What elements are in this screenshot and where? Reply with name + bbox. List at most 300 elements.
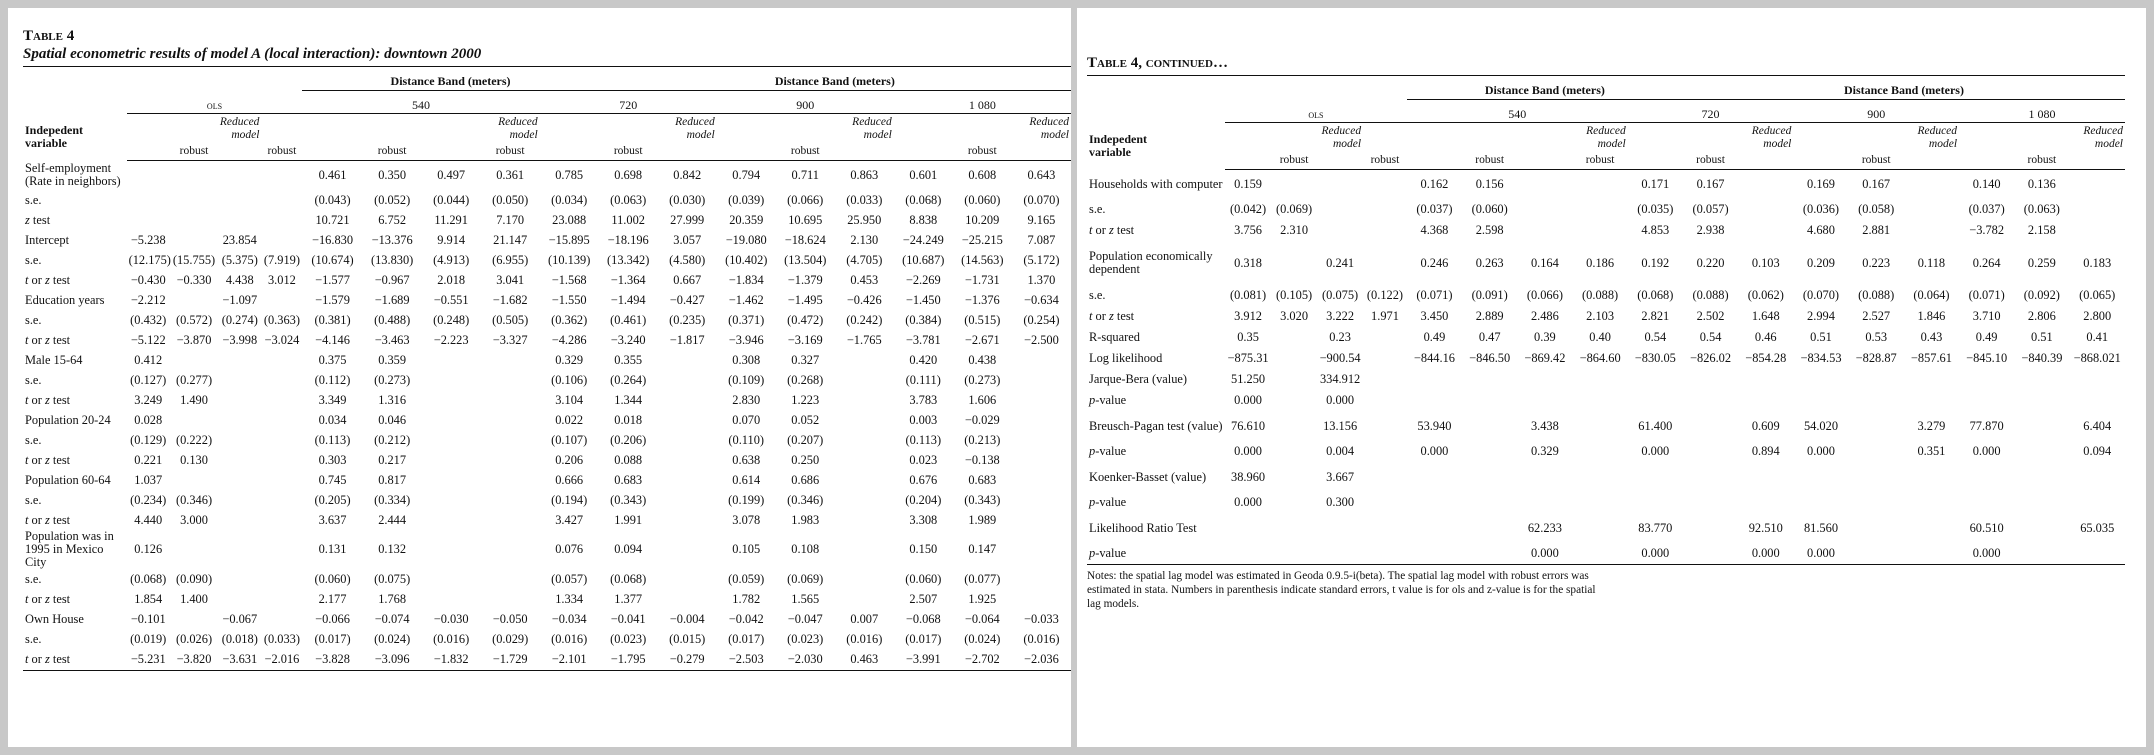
table-cell: (0.068) xyxy=(610,571,647,586)
table-cell: 2.502 xyxy=(1696,309,1725,323)
table-cell xyxy=(1683,369,1738,390)
table-cell: −1.795 xyxy=(599,649,658,671)
table-cell: 0.183 xyxy=(2083,255,2112,270)
table-row xyxy=(23,370,1071,390)
table-cell: (0.016) xyxy=(846,631,883,646)
table-cell: 51.250 xyxy=(1231,372,1266,386)
table-cell: 0.147 xyxy=(968,542,997,556)
table-cell xyxy=(218,510,261,530)
table-cell: 2.130 xyxy=(850,232,879,247)
table-cell xyxy=(1317,513,1363,543)
table-row xyxy=(1087,462,2125,492)
table-cell: (0.277) xyxy=(175,372,213,387)
table-cell: −13.376 xyxy=(371,232,413,247)
table-cell xyxy=(1407,543,1462,565)
reduced-model-header: Reduced model xyxy=(852,115,892,141)
table-cell: −2.671 xyxy=(964,332,1000,347)
table-cell xyxy=(2069,199,2125,220)
table-cell: 0.329 xyxy=(1530,444,1559,458)
table-cell xyxy=(1517,390,1572,411)
table-cell: 11.291 xyxy=(434,212,468,227)
table-row xyxy=(23,210,1071,230)
table-row xyxy=(23,530,1071,569)
reduced-model-header: Reduced model xyxy=(498,115,538,141)
table-cell xyxy=(658,569,717,589)
table-cell: (0.346) xyxy=(787,492,824,507)
table-cell: 0.53 xyxy=(1865,330,1888,344)
table-cell: 1.606 xyxy=(968,392,997,407)
table-cell: −1.568 xyxy=(551,272,587,287)
table-cell: 0.000 xyxy=(1234,495,1263,509)
table-cell xyxy=(1904,513,1959,543)
table-cell: 3.349 xyxy=(318,392,347,407)
table-row xyxy=(23,330,1071,350)
table-cell: 0.103 xyxy=(1751,255,1780,270)
table-cell: −840.39 xyxy=(2021,351,2063,365)
table-cell: −5.122 xyxy=(130,332,166,347)
table-cell: −15.895 xyxy=(548,232,590,247)
table-cell xyxy=(218,210,261,230)
table-cell xyxy=(1628,390,1683,411)
table-cell xyxy=(658,530,717,569)
table-cell: −2.016 xyxy=(261,649,302,671)
ols-header: ols xyxy=(1225,100,1407,123)
table-cell xyxy=(481,589,540,609)
table-cell xyxy=(261,290,302,310)
table-cell: 0.094 xyxy=(614,542,643,556)
table-cell: (0.035) xyxy=(1637,202,1674,216)
table-cell xyxy=(1012,510,1071,530)
table-cell: 0.817 xyxy=(378,472,407,487)
table-cell: 76.610 xyxy=(1231,418,1266,433)
table-cell: (0.105) xyxy=(1276,288,1313,302)
table-cell: 0.461 xyxy=(318,167,347,182)
row-label: t or z test xyxy=(25,452,71,467)
row-label: Self-employment (Rate in neighbors) xyxy=(25,161,121,188)
table-cell xyxy=(422,470,481,490)
table-cell: −869.42 xyxy=(1524,351,1566,365)
table-cell: 6.752 xyxy=(378,212,407,227)
table-cell xyxy=(1793,390,1848,411)
table-cell xyxy=(835,430,894,450)
table-cell xyxy=(422,430,481,450)
row-label: p-value xyxy=(1089,444,1127,458)
table-cell: (0.059) xyxy=(728,571,765,586)
table-cell: −0.066 xyxy=(315,611,350,626)
table-cell: 0.303 xyxy=(318,452,347,467)
table-cell: (0.060) xyxy=(964,192,1001,207)
row-label: Male 15-64 xyxy=(25,352,83,367)
table-cell xyxy=(261,160,302,190)
table-cell xyxy=(835,530,894,569)
table-row xyxy=(1087,390,2125,411)
robust-header: robust xyxy=(776,142,835,161)
table-cell xyxy=(1849,390,1904,411)
table-cell: −1.462 xyxy=(728,292,764,307)
table-cell: −3.820 xyxy=(170,649,218,671)
table-cell xyxy=(1363,241,1407,285)
table-cell: 0.453 xyxy=(850,272,879,287)
row-label: t or z test xyxy=(25,512,71,527)
table-cell: (0.063) xyxy=(610,192,647,207)
table-cell: (0.043) xyxy=(314,192,351,207)
table-cell: (0.488) xyxy=(374,312,411,327)
table-row xyxy=(1087,543,2125,565)
table-cell: (7.919) xyxy=(263,252,300,267)
table-cell xyxy=(422,530,481,569)
table-cell: (0.204) xyxy=(905,492,942,507)
table-cell xyxy=(1517,199,1572,220)
table-cell xyxy=(1517,492,1572,513)
table-cell xyxy=(481,530,540,569)
row-label: s.e. xyxy=(1089,288,1106,302)
table-cell xyxy=(2069,492,2125,513)
table-cell: −1.550 xyxy=(551,292,587,307)
table-cell: 0.259 xyxy=(2027,255,2056,270)
table-cell xyxy=(1683,513,1738,543)
table-cell: 0.351 xyxy=(1917,444,1946,458)
table-cell: 2.830 xyxy=(732,392,761,407)
table-cell xyxy=(422,569,481,589)
table-row xyxy=(23,310,1071,330)
table-cell xyxy=(1363,462,1407,492)
table-cell: (0.113) xyxy=(905,432,942,447)
table-cell: 0.683 xyxy=(614,472,643,487)
table-cell xyxy=(658,390,717,410)
table-cell: 2.158 xyxy=(2027,223,2056,237)
table-cell: 0.745 xyxy=(318,472,347,487)
table-cell xyxy=(127,210,170,230)
table-row xyxy=(1087,285,2125,306)
table-cell: 2.806 xyxy=(2027,309,2056,323)
table-cell xyxy=(1012,569,1071,589)
table-cell xyxy=(1271,390,1317,411)
row-label: t or z test xyxy=(25,591,71,606)
table-cell: (0.343) xyxy=(610,492,647,507)
table-cell: 3.000 xyxy=(180,512,208,527)
row-label: p-value xyxy=(1089,495,1127,509)
table-cell xyxy=(2014,462,2069,492)
table-cell: −5.238 xyxy=(130,232,166,247)
table-cell: −2.500 xyxy=(1023,332,1059,347)
robust-header: robust xyxy=(481,142,540,161)
row-label: t or z test xyxy=(1089,223,1135,237)
table-cell xyxy=(2069,169,2125,199)
title-rule xyxy=(23,66,1071,67)
table-cell: 0.39 xyxy=(1534,330,1556,344)
table-cell: (0.242) xyxy=(846,312,883,327)
table-cell: 3.308 xyxy=(909,512,938,527)
table-cell: (4.705) xyxy=(846,252,883,267)
row-label: s.e. xyxy=(25,492,42,507)
table-row xyxy=(1087,199,2125,220)
table-row xyxy=(23,290,1071,310)
table-cell: −1.834 xyxy=(728,272,764,287)
table-cell: 3.450 xyxy=(1420,309,1449,323)
band-header-right: Distance Band (meters) xyxy=(1683,81,2125,100)
table-cell: (0.212) xyxy=(374,432,411,447)
table-cell: −0.067 xyxy=(222,611,258,626)
table-cell: 1.377 xyxy=(614,591,643,606)
table-cell: 4.440 xyxy=(134,512,163,527)
table-cell: −830.05 xyxy=(1634,351,1676,365)
distance-900: 900 xyxy=(1793,100,1959,123)
table-cell xyxy=(2069,462,2125,492)
table-cell xyxy=(1407,462,1462,492)
table-cell xyxy=(2069,220,2125,241)
row-label: Population 20-24 xyxy=(25,412,111,427)
table-cell: 0.54 xyxy=(1699,330,1722,344)
table-cell: 0.609 xyxy=(1751,418,1780,433)
table-cell xyxy=(170,470,218,490)
table-cell xyxy=(1271,348,1317,369)
reduced-model-header: Reduced model xyxy=(675,115,715,141)
table-cell xyxy=(1628,492,1683,513)
table-row xyxy=(23,589,1071,609)
table-cell: (0.092) xyxy=(2023,288,2060,302)
table-cell: (0.234) xyxy=(130,492,167,507)
table-cell: −18.624 xyxy=(784,232,826,247)
table-cell: 1.565 xyxy=(791,591,820,606)
table-cell: (0.068) xyxy=(130,571,167,586)
table-cell: −0.074 xyxy=(374,611,410,626)
table-cell: (0.071) xyxy=(1968,288,2005,302)
table-cell xyxy=(1683,411,1738,441)
table-title: Spatial econometric results of model A (local interaction): downtown 2000 xyxy=(23,46,482,62)
table-cell xyxy=(1959,462,2014,492)
table-cell: (0.264) xyxy=(610,372,647,387)
table-cell: −0.064 xyxy=(964,611,1000,626)
distance-720: 720 xyxy=(540,91,717,114)
row-label: t or z test xyxy=(25,392,71,407)
table-cell: 0.608 xyxy=(968,167,997,182)
table-cell: 21.147 xyxy=(493,232,528,247)
table-cell: 0.000 xyxy=(1326,393,1355,407)
table-cell: 1.490 xyxy=(180,392,208,407)
row-label: p-value xyxy=(1087,543,1225,565)
table-cell: 2.444 xyxy=(378,512,407,527)
table-cell xyxy=(481,350,540,370)
table-cell: (0.070) xyxy=(1802,288,1840,302)
table-cell xyxy=(2069,369,2125,390)
table-cell: (0.090) xyxy=(175,571,213,586)
table-cell: −1.376 xyxy=(964,292,1000,307)
table-cell xyxy=(261,589,302,609)
table-row xyxy=(23,160,1071,190)
table-cell: (0.016) xyxy=(1023,631,1060,646)
table-cell: −0.033 xyxy=(1023,611,1059,626)
table-cell: (0.127) xyxy=(130,372,167,387)
table-cell xyxy=(1849,543,1904,565)
table-cell: −24.249 xyxy=(902,232,944,247)
robust-header: robust xyxy=(1573,151,1628,170)
table-cell xyxy=(1317,220,1363,241)
table-cell: 0.150 xyxy=(909,542,938,556)
table-cell xyxy=(1225,543,1271,565)
table-row xyxy=(23,609,1071,629)
table-number: Table 4 xyxy=(23,28,75,44)
table-cell xyxy=(170,210,218,230)
table-cell xyxy=(422,370,481,390)
table-cell: (0.235) xyxy=(669,312,706,327)
table-cell: (0.461) xyxy=(610,312,647,327)
table-cell xyxy=(1012,430,1071,450)
table-cell: 0.686 xyxy=(791,472,820,487)
table-cell: (0.033) xyxy=(846,192,883,207)
table-cell xyxy=(1683,462,1738,492)
table-cell: (0.205) xyxy=(314,492,351,507)
table-cell xyxy=(261,370,302,390)
page-right xyxy=(1077,8,2146,747)
table-cell: (0.207) xyxy=(787,432,824,447)
table-cell: 0.046 xyxy=(378,412,407,427)
table-row xyxy=(23,230,1071,250)
table-cell: 0.863 xyxy=(850,167,879,182)
table-cell: −1.364 xyxy=(610,272,646,287)
table-cell: 27.999 xyxy=(670,212,705,227)
table-cell: (0.254) xyxy=(1023,312,1060,327)
table-cell: 0.47 xyxy=(1478,330,1501,344)
table-cell: (0.334) xyxy=(374,492,411,507)
table-cell xyxy=(1738,462,1793,492)
table-cell: 0.000 xyxy=(1738,543,1793,565)
table-cell: 0.43 xyxy=(1920,330,1943,344)
table-cell xyxy=(261,490,302,510)
table-cell: (0.068) xyxy=(905,192,942,207)
table-cell: 0.246 xyxy=(1420,255,1449,270)
table-cell xyxy=(1904,220,1959,241)
table-cell: (0.122) xyxy=(1366,288,1404,302)
table-cell: −1.729 xyxy=(481,649,540,671)
table-row xyxy=(23,470,1071,490)
table-cell: (0.088) xyxy=(1692,288,1729,302)
row-label: s.e. xyxy=(25,252,42,267)
table-cell: (0.069) xyxy=(1276,202,1313,216)
table-cell xyxy=(1271,327,1317,348)
table-cell xyxy=(835,589,894,609)
table-cell: (0.206) xyxy=(610,432,647,447)
table-cell xyxy=(218,430,261,450)
table-cell: (0.050) xyxy=(492,192,529,207)
table-cell: −0.030 xyxy=(433,611,469,626)
table-cell xyxy=(1225,513,1271,543)
table-cell: 3.912 xyxy=(1234,309,1263,323)
table-cell: (0.060) xyxy=(905,571,942,586)
table-cell: −3.991 xyxy=(894,649,953,671)
table-cell: −0.042 xyxy=(728,611,764,626)
table-cell: 0.164 xyxy=(1530,255,1559,270)
table-cell: 0.000 xyxy=(1807,444,1835,458)
distance-1080: 1 080 xyxy=(894,91,1071,114)
table-cell: 3.783 xyxy=(909,392,938,407)
row-label: Households with computer xyxy=(1089,176,1223,191)
table-cell: −0.101 xyxy=(130,611,166,626)
row-label: Breusch-Pagan test (value) xyxy=(1089,418,1223,433)
table-cell: 1.983 xyxy=(791,512,820,527)
table-cell: 2.486 xyxy=(1530,309,1559,323)
table-cell xyxy=(2014,441,2069,462)
table-cell: (0.017) xyxy=(905,631,942,646)
table-cell: 0.023 xyxy=(909,452,938,467)
table-row xyxy=(23,350,1071,370)
table-cell: 0.000 xyxy=(1793,543,1848,565)
table-cell xyxy=(1462,513,1517,543)
table-cell: (0.017) xyxy=(314,631,351,646)
table-cell: (0.030) xyxy=(669,192,706,207)
table-cell xyxy=(1363,390,1407,411)
table-cell: 0.41 xyxy=(2086,330,2109,344)
table-cell: 3.756 xyxy=(1234,223,1263,237)
table-cell: −3.946 xyxy=(728,332,764,347)
band-header-left: Distance Band (meters) xyxy=(302,72,598,91)
table-cell: 92.510 xyxy=(1748,520,1783,535)
table-cell xyxy=(1959,390,2014,411)
table-cell: 11.002 xyxy=(611,212,645,227)
table-cell: (6.955) xyxy=(492,252,529,267)
table-cell: (0.060) xyxy=(1471,202,1508,216)
table-cell: −857.61 xyxy=(1910,351,1952,365)
page-left xyxy=(8,8,1071,747)
table-cell xyxy=(1683,492,1738,513)
table-cell xyxy=(1363,199,1407,220)
table-cell: 0.003 xyxy=(909,412,938,427)
table-cell: (0.019) xyxy=(130,631,167,646)
table-cell: (0.363) xyxy=(263,312,300,327)
table-cell: (10.139) xyxy=(548,252,591,267)
table-cell: 7.087 xyxy=(1027,232,1056,247)
table-cell: −3.327 xyxy=(492,332,528,347)
table-cell: 2.018 xyxy=(437,272,466,287)
table-cell: −1.689 xyxy=(374,292,410,307)
table-cell xyxy=(1012,589,1071,609)
table-cell: (0.472) xyxy=(787,312,824,327)
table-cell: (0.381) xyxy=(314,312,351,327)
table-cell: (0.029) xyxy=(492,631,529,646)
table-cell: −5.231 xyxy=(127,649,170,671)
table-cell: (0.091) xyxy=(1471,288,1508,302)
table-cell xyxy=(218,490,261,510)
table-cell xyxy=(1904,390,1959,411)
table-cell: 0.667 xyxy=(673,272,702,287)
table-row xyxy=(23,250,1071,270)
table-cell: (0.081) xyxy=(1230,288,1267,302)
table-cell: 0.842 xyxy=(673,167,702,182)
distance-540: 540 xyxy=(302,91,539,114)
band-header-right: Distance Band (meters) xyxy=(599,72,1071,91)
table-cell: −1.495 xyxy=(787,292,823,307)
table-cell: 0.070 xyxy=(732,412,761,427)
table-cell xyxy=(1271,241,1317,285)
robust-header: robust xyxy=(170,142,218,161)
table-cell: 0.794 xyxy=(732,167,761,182)
row-label: R-squared xyxy=(1089,330,1140,344)
table-cell: 2.598 xyxy=(1475,223,1504,237)
table-cell xyxy=(1573,411,1628,441)
table-cell: 0.209 xyxy=(1807,255,1835,270)
table-cell: (0.273) xyxy=(374,372,411,387)
table-cell xyxy=(1462,369,1517,390)
table-cell: 1.971 xyxy=(1371,309,1399,323)
table-cell xyxy=(1573,220,1628,241)
table-cell: 0.034 xyxy=(318,412,347,427)
table-cell: (0.018) xyxy=(221,631,258,646)
table-row xyxy=(1087,411,2125,441)
table-cell: −2.030 xyxy=(776,649,835,671)
table-cell: 13.156 xyxy=(1323,418,1358,433)
table-cell xyxy=(481,430,540,450)
table-cell: −2.101 xyxy=(540,649,599,671)
table-cell: 0.711 xyxy=(791,167,819,182)
